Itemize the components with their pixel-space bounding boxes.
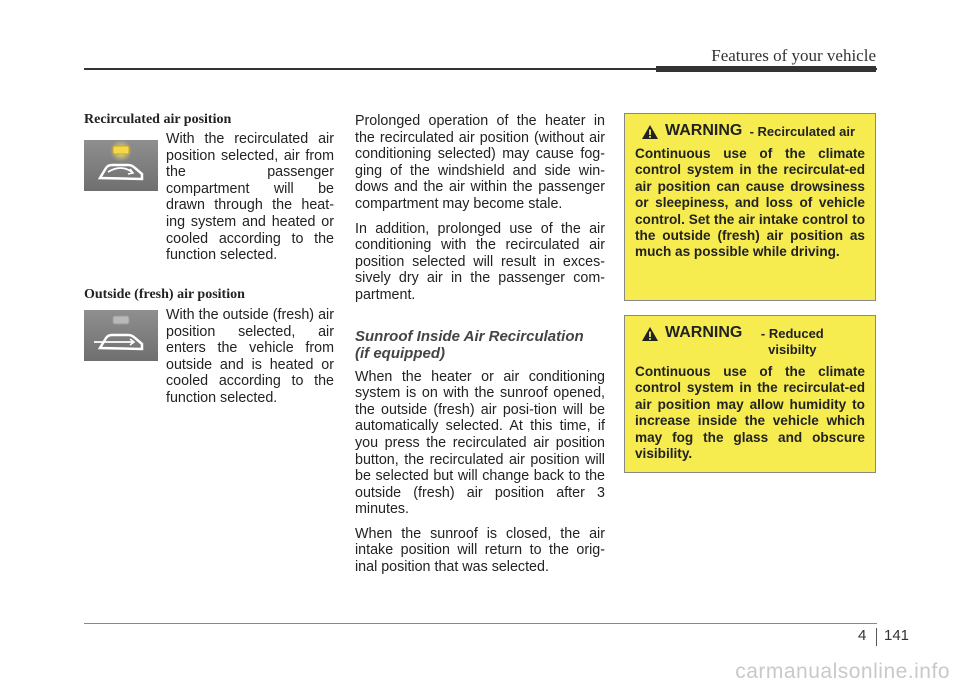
warning-text: Continuous use of the climate control system in the recirculat-ed air position can cause drowsiness or sleepiness, and loss of vehicle control. Set the air intake control to the outside (fresh) air position as much as possible while driving. <box>635 146 865 260</box>
warning-subtitle: - Recirculated air <box>749 124 856 139</box>
sunroof-subheading-line2: (if equipped) <box>355 344 445 362</box>
warning-subtitle: - Reduced visibilty <box>760 326 824 357</box>
col2-para-2: In addition, prolonged use of the air conditioning with the recirculated air position selected will result in exces-sively dry air in the passenger com-partment. <box>355 220 605 303</box>
watermark: carmanualsonline.info <box>735 660 950 683</box>
warning-header <box>635 122 865 140</box>
recirculated-text: With the recirculated air position selected, air from the passenger compartment will be drawn through the heat-ing system and heated or cooled according to the function selected. <box>166 131 334 264</box>
warning-text: Continuous use of the climate control system in the recirculat-ed air position may allow humidity to increase inside the vehicle which may fog the glass and obscure visibility. <box>635 364 865 462</box>
page-number: 141 <box>884 627 910 644</box>
footer-divider <box>876 628 877 646</box>
warning-box-recirculated <box>624 113 876 301</box>
col2-para-1: Prolonged operation of the heater in the recirculated air position (without air conditioning selected) may cause fog-ging of the windshield and side win-dows and the air within the passenger compartment may become stale. <box>355 113 605 212</box>
sunroof-subheading <box>355 328 605 362</box>
col2-para-4: When the sunroof is closed, the air intake position will return to the orig-inal position that was selected. <box>355 525 605 576</box>
outside-air-button-icon <box>84 310 158 361</box>
warning-triangle-icon <box>641 124 659 140</box>
recirculated-air-button-icon <box>84 140 158 191</box>
warning-box-visibility <box>624 315 876 473</box>
page-section-number: 4 <box>858 627 867 644</box>
recirculated-heading: Recirculated air position <box>84 112 232 127</box>
warning-header <box>635 324 865 358</box>
header-title: Features of your vehicle <box>711 46 876 65</box>
outside-heading: Outside (fresh) air position <box>84 287 245 302</box>
warning-word: WARNING <box>665 122 743 139</box>
outside-text: With the outside (fresh) air position selected, air enters the vehicle from outside and is heated or cooled according to the function selected. <box>166 307 334 406</box>
col2-para-3: When the heater or air conditioning system is on with the sunroof opened, the outside (fresh) air posi-tion will be automatically selected. At this time, if you press the recirculated air position button, the recirculated air position will be selected but will change back to the outside (fresh) air position after 3 minutes. <box>355 368 605 518</box>
warning-triangle-icon <box>641 326 659 342</box>
header-rule-accent <box>656 66 876 72</box>
footer-rule <box>84 623 877 624</box>
sunroof-subheading-line1: Sunroof Inside Air Recirculation <box>355 327 584 345</box>
column-2 <box>355 113 605 584</box>
warning-word: WARNING <box>665 324 743 341</box>
